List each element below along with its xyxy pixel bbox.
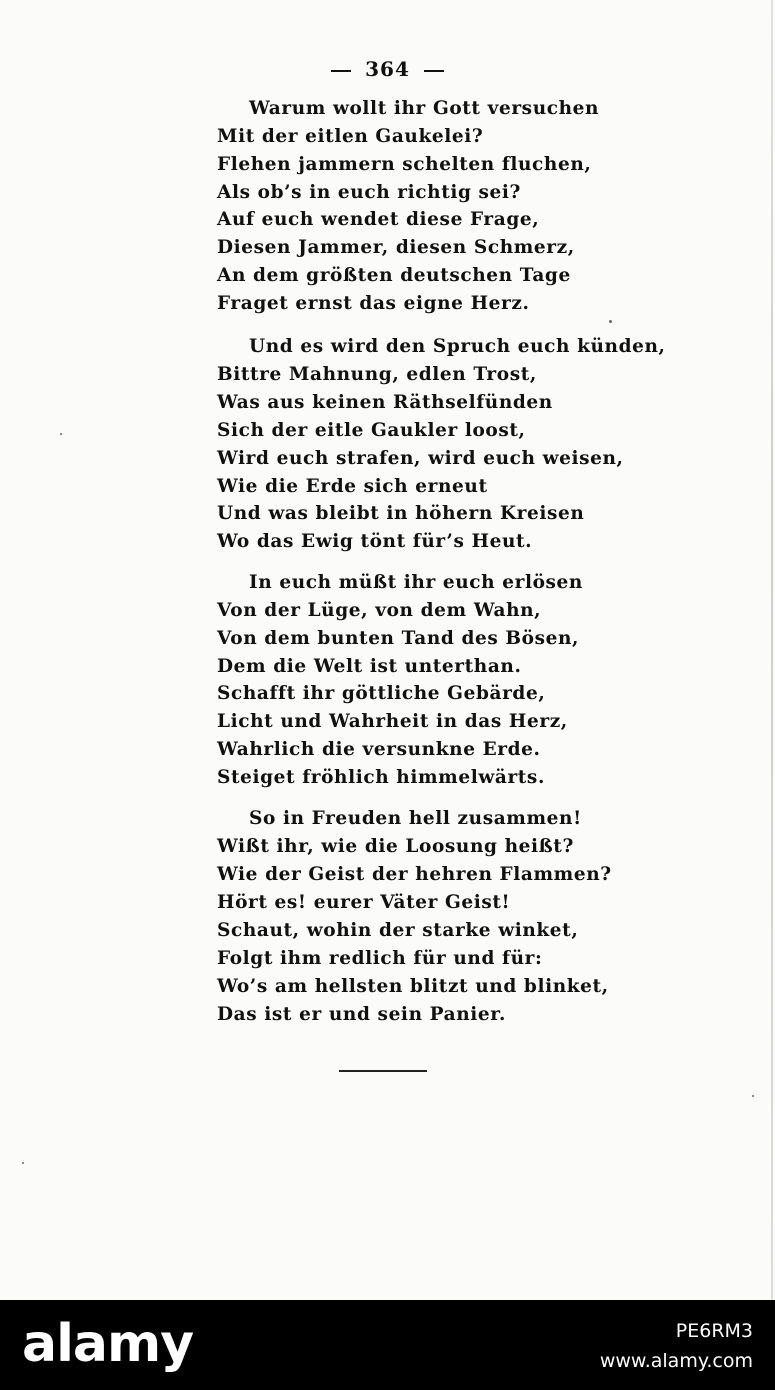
poem-line: Was aus keinen Räthselfünden bbox=[217, 392, 553, 413]
image-id-label: PE6RM3 bbox=[675, 1320, 753, 1342]
page-number-dash-right bbox=[424, 70, 444, 72]
poem-line: Von dem bunten Tand des Bösen, bbox=[217, 628, 580, 649]
poem-line: Fraget ernst das eigne Herz. bbox=[217, 293, 530, 314]
print-speck bbox=[609, 320, 612, 323]
watermark-footer-bar bbox=[0, 1300, 775, 1390]
page-number bbox=[0, 57, 775, 81]
poem-line: Warum wollt ihr Gott versuchen bbox=[249, 98, 600, 119]
poem-line: Steiget fröhlich himmelwärts. bbox=[217, 767, 545, 788]
poem-line: Wahrlich die versunkne Erde. bbox=[217, 739, 541, 760]
poem-line: Auf euch wendet diese Frage, bbox=[217, 209, 540, 230]
poem-line: Dem die Welt ist unterthan. bbox=[217, 656, 522, 677]
poem-line: Wißt ihr, wie die Loosung heißt? bbox=[217, 836, 574, 857]
page-number-text: 364 bbox=[365, 57, 410, 81]
brand-logo: alamy bbox=[22, 1314, 194, 1374]
poem-line: Schafft ihr göttliche Gebärde, bbox=[217, 683, 546, 704]
poem-line: Wie der Geist der hehren Flammen? bbox=[217, 864, 612, 885]
end-rule-divider bbox=[339, 1070, 427, 1072]
poem-line: Und es wird den Spruch euch künden, bbox=[249, 336, 666, 357]
poem-line: Sich der eitle Gaukler loost, bbox=[217, 420, 526, 441]
poem-line: Von der Lüge, von dem Wahn, bbox=[217, 600, 542, 621]
poem-line: Als ob’s in euch richtig sei? bbox=[217, 182, 521, 203]
poem-line: Diesen Jammer, diesen Schmerz, bbox=[217, 237, 575, 258]
poem-line: Mit der eitlen Gaukelei? bbox=[217, 126, 484, 147]
site-url-label: www.alamy.com bbox=[599, 1350, 753, 1372]
poem-line: Hört es! eurer Väter Geist! bbox=[217, 892, 511, 913]
poem-line: Schaut, wohin der starke winket, bbox=[217, 920, 579, 941]
print-speck bbox=[752, 1095, 754, 1097]
poem-line: Wie die Erde sich erneut bbox=[217, 476, 488, 497]
poem-line: Licht und Wahrheit in das Herz, bbox=[217, 711, 568, 732]
poem-line: Wird euch strafen, wird euch weisen, bbox=[217, 448, 624, 469]
poem-line: Flehen jammern schelten fluchen, bbox=[217, 154, 592, 175]
poem-line: Das ist er und sein Panier. bbox=[217, 1004, 506, 1025]
poem-line: Folgt ihm redlich für und für: bbox=[217, 948, 543, 969]
poem-line: In euch müßt ihr euch erlösen bbox=[249, 572, 583, 593]
page-edge-shadow bbox=[771, 0, 773, 1300]
poem-line: So in Freuden hell zusammen! bbox=[249, 808, 582, 829]
print-speck bbox=[60, 433, 62, 435]
poem-line: Bittre Mahnung, edlen Trost, bbox=[217, 364, 537, 385]
poem-line: Wo das Ewig tönt für’s Heut. bbox=[217, 531, 533, 552]
print-speck bbox=[22, 1162, 24, 1164]
page-number-dash-left bbox=[331, 70, 351, 72]
poem-line: Wo’s am hellsten blitzt und blinket, bbox=[217, 976, 609, 997]
poem-line: An dem größten deutschen Tage bbox=[217, 265, 571, 286]
poem-line: Und was bleibt in höhern Kreisen bbox=[217, 503, 585, 524]
